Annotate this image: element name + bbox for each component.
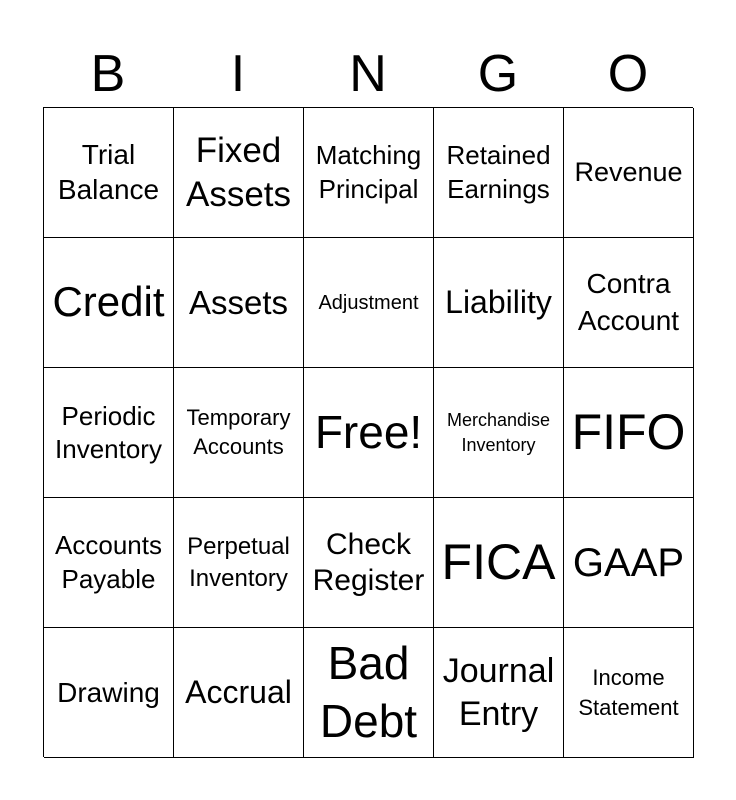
bingo-cell-r5-c1[interactable] xyxy=(44,628,174,758)
bingo-cell-r1-c5[interactable] xyxy=(564,108,694,238)
bingo-cell-r4-c2[interactable] xyxy=(174,498,304,628)
header-letter-g: G xyxy=(477,45,519,103)
bingo-cell-r5-c2[interactable] xyxy=(174,628,304,758)
cell-label: FICA xyxy=(441,534,556,590)
bingo-header xyxy=(43,40,693,108)
cell-label: Retained Earnings xyxy=(446,139,551,204)
cell-label: Matching Principal xyxy=(315,139,422,204)
bingo-cell-r2-c2[interactable] xyxy=(174,238,304,368)
bingo-cell-r5-c5[interactable] xyxy=(564,628,694,758)
bingo-cell-r5-c3[interactable] xyxy=(304,628,434,758)
bingo-cell-r2-c3[interactable] xyxy=(304,238,434,368)
cell-label: Contra Account xyxy=(577,268,680,336)
cell-label: Bad Debt xyxy=(319,637,418,747)
bingo-cell-r5-c4[interactable] xyxy=(434,628,564,758)
cell-label: Credit xyxy=(52,278,165,326)
cell-label: FIFO xyxy=(571,404,686,460)
bingo-cell-r1-c1[interactable] xyxy=(44,108,174,238)
bingo-cell-r2-c5[interactable] xyxy=(564,238,694,368)
cell-label: Periodic Inventory xyxy=(55,401,162,464)
cell-label: Merchandise Inventory xyxy=(446,410,551,455)
cell-label: Temporary Accounts xyxy=(186,404,291,459)
cell-label: GAAP xyxy=(572,540,685,585)
bingo-cell-r2-c4[interactable] xyxy=(434,238,564,368)
bingo-cell-r1-c3[interactable] xyxy=(304,108,434,238)
cell-label: Assets xyxy=(188,283,289,321)
bingo-cell-r3-c1[interactable] xyxy=(44,368,174,498)
bingo-board xyxy=(43,107,693,757)
header-letter-n: N xyxy=(349,45,387,103)
bingo-cell-r3-c2[interactable] xyxy=(174,368,304,498)
cell-label: Perpetual Inventory xyxy=(187,532,290,592)
bingo-cell-r4-c1[interactable] xyxy=(44,498,174,628)
header-letter-b: B xyxy=(90,45,126,103)
bingo-cell-r3-c5[interactable] xyxy=(564,368,694,498)
cell-label: Revenue xyxy=(574,157,683,188)
cell-label: Accounts Payable xyxy=(55,530,162,594)
cell-label: Check Register xyxy=(312,527,425,597)
header-letter-i: I xyxy=(230,45,246,103)
cell-label: Income Statement xyxy=(578,664,679,720)
cell-label: Trial Balance xyxy=(57,139,160,205)
bingo-cell-free-space[interactable] xyxy=(304,368,434,498)
cell-label: Journal Entry xyxy=(442,652,555,733)
cell-label: Adjustment xyxy=(318,291,419,314)
cell-label: Free! xyxy=(314,406,423,459)
bingo-cell-r2-c1[interactable] xyxy=(44,238,174,368)
cell-label: Accrual xyxy=(185,674,292,711)
bingo-cell-r1-c4[interactable] xyxy=(434,108,564,238)
bingo-cell-r4-c3[interactable] xyxy=(304,498,434,628)
cell-label: Liability xyxy=(445,284,552,321)
bingo-cell-r4-c5[interactable] xyxy=(564,498,694,628)
header-letter-o: O xyxy=(607,45,649,103)
cell-label: Fixed Assets xyxy=(185,130,292,214)
bingo-cell-r4-c4[interactable] xyxy=(434,498,564,628)
bingo-cell-r3-c4[interactable] xyxy=(434,368,564,498)
cell-label: Drawing xyxy=(57,676,160,708)
bingo-cell-r1-c2[interactable] xyxy=(174,108,304,238)
